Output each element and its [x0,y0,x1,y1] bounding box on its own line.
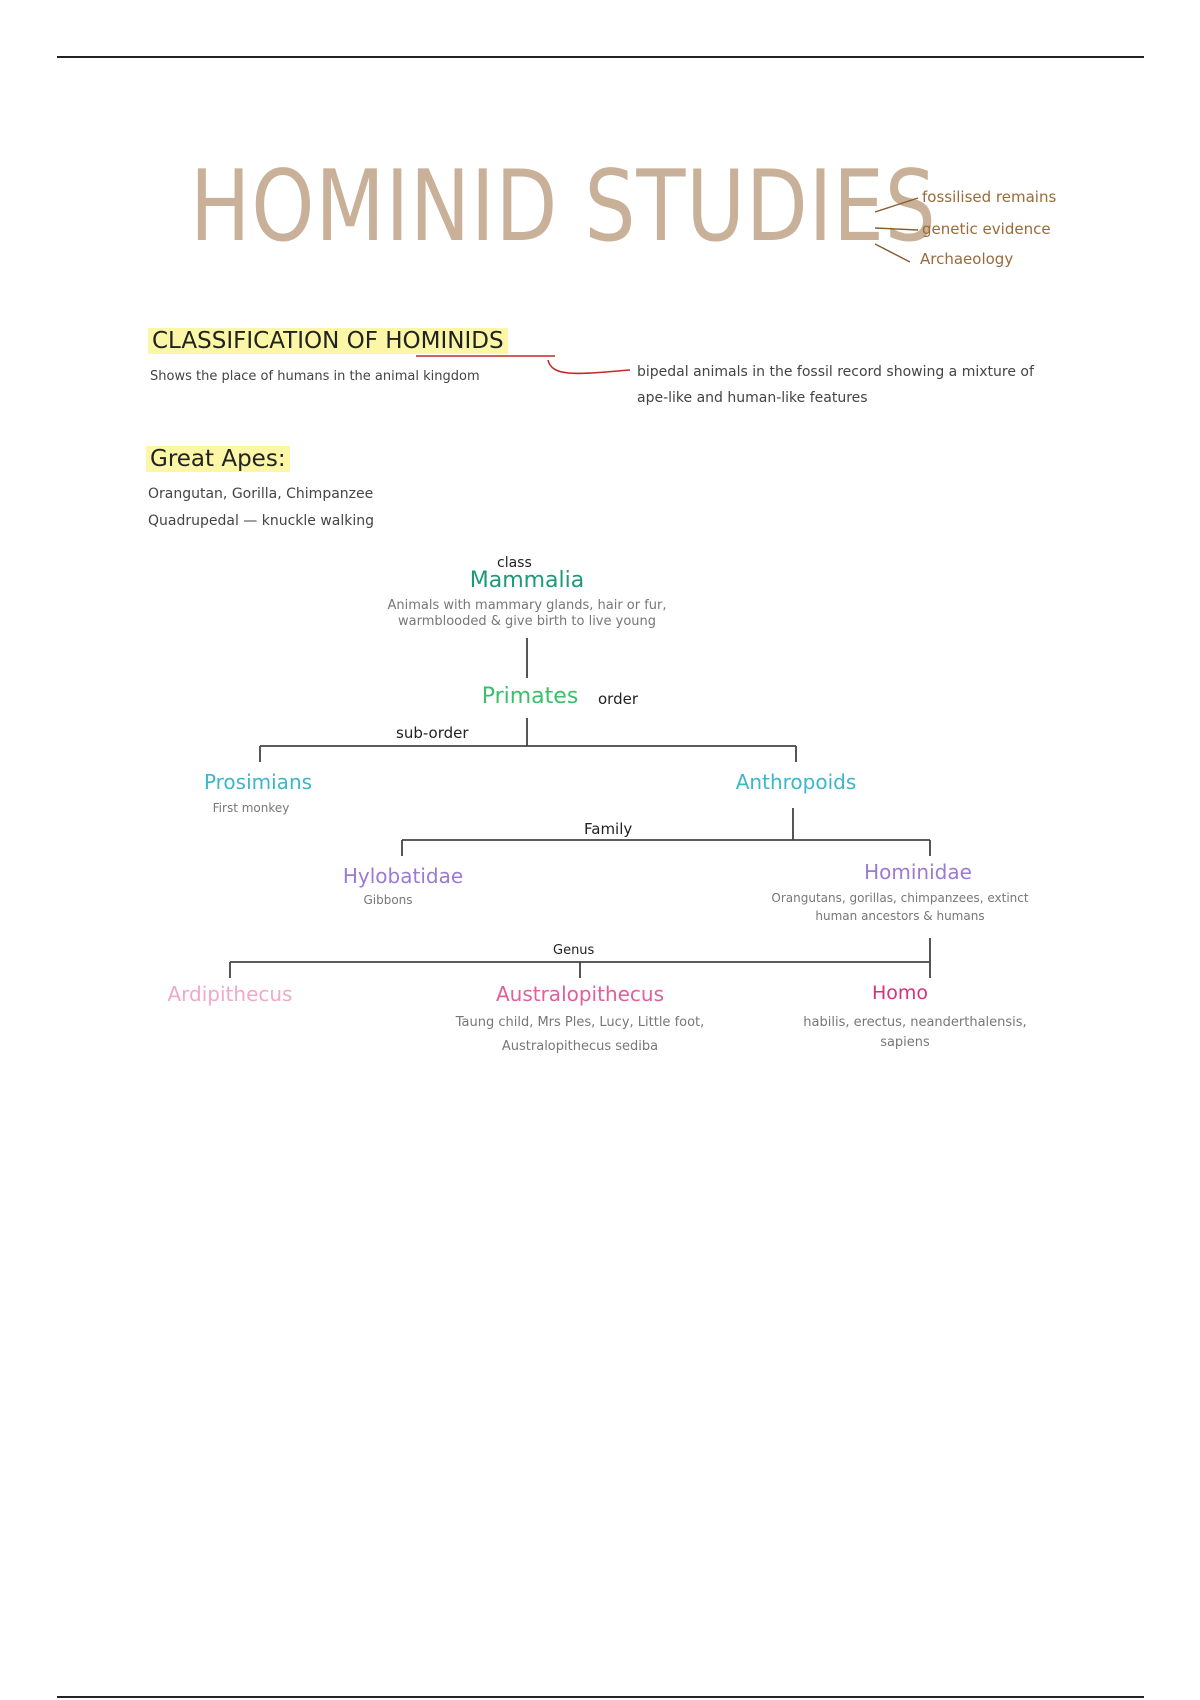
homo-note-line2: sapiens [880,1035,930,1050]
arrow-genetic [875,228,918,230]
hominidae-note-line1: Orangutans, gorillas, chimpanzees, extinct [771,891,1029,905]
suborder-label: sub-order [396,724,469,742]
source-genetic: genetic evidence [922,220,1051,238]
great-apes-heading [146,446,290,472]
great-apes-line2: Quadrupedal — knuckle walking [148,513,375,529]
class-label: class [497,555,532,571]
australopithecus-note-line2: Australopithecus sediba [501,1039,659,1054]
page-title: HOMINID STUDIES [190,150,937,264]
classification-subtitle: Shows the place of humans in the animal kingdom [150,369,480,384]
source-archaeology: Archaeology [920,250,1014,268]
taxon-primates: Primates [481,684,579,709]
family-label: Family [584,820,633,838]
source-fossil: fossilised remains [922,188,1057,206]
arrow-fossil [875,198,918,212]
homo-note-line1: habilis, erectus, neanderthalensis, [803,1015,1027,1030]
classification-heading-text: CLASSIFICATION OF HOMINIDS [148,328,508,354]
taxon-anthropoids: Anthropoids [735,770,857,794]
arrow-archaeology [875,244,910,262]
great-apes-line1: Orangutan, Gorilla, Chimpanzee [148,486,374,502]
mammalia-note-line1: Animals with mammary glands, hair or fur, [387,598,667,613]
taxon-hominidae: Hominidae [864,860,972,884]
taxon-ardipithecus: Ardipithecus [167,982,293,1006]
taxon-prosimians: Prosimians [203,770,313,794]
definition-line1: bipedal animals in the fossil record showing a mixture of [637,364,1034,380]
definition-line2: ape-like and human-like features [637,390,868,406]
taxon-homo: Homo [871,982,929,1004]
order-label: order [598,690,638,708]
taxon-hylobatidae: Hylobatidae [342,864,464,888]
genus-label: Genus [553,943,595,958]
classification-heading [148,328,508,354]
prosimians-note: First monkey [212,801,290,815]
mammalia-note-line2: warmblooded & give birth to live young [397,614,657,629]
definition-connector [548,360,630,373]
source-arrows [875,198,918,262]
hylobatidae-note: Gibbons [363,893,413,907]
great-apes-heading-text: Great Apes: [146,446,290,472]
australopithecus-note-line1: Taung child, Mrs Ples, Lucy, Little foot, [455,1015,705,1030]
hominidae-note-line2: human ancestors & humans [815,909,985,923]
taxon-mammalia: Mammalia [469,568,585,593]
taxon-australopithecus: Australopithecus [495,982,665,1006]
